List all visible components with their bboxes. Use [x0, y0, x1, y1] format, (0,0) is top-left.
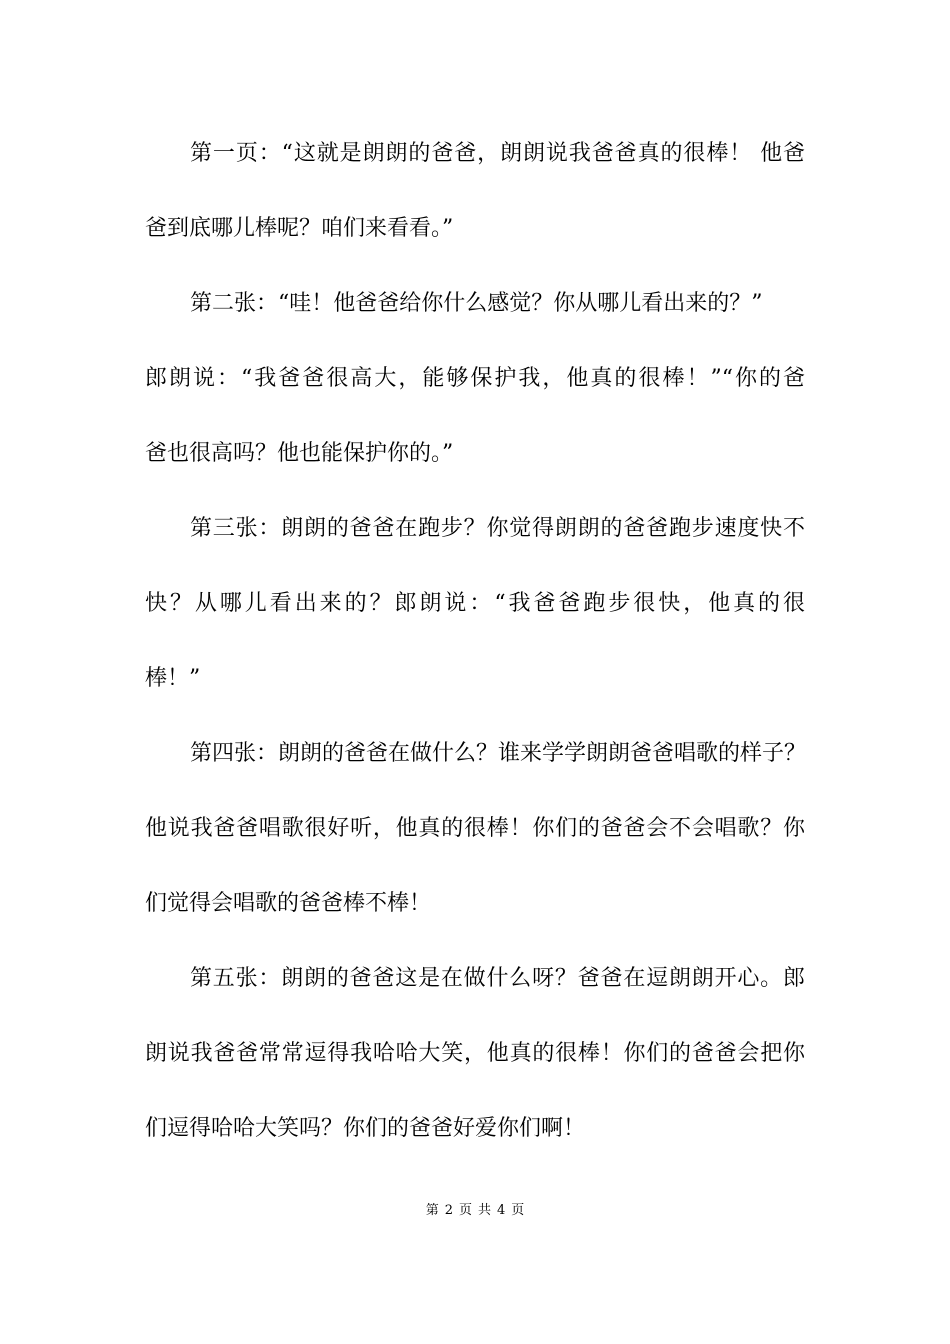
- paragraph-2-line-2: 郎朗说：“我爸爸很高大，能够保护我，他真的很棒！”“你的爸: [145, 366, 805, 391]
- paragraph-5-line-2: 朗说我爸爸常常逗得我哈哈大笑，他真的很棒！你们的爸爸会把你: [145, 1041, 805, 1066]
- footer-page-word: 第: [425, 1203, 439, 1218]
- paragraph-1-line-2: 爸到底哪儿棒呢？咱们来看看。”: [145, 216, 454, 241]
- paragraph-5-line-3: 们逗得哈哈大笑吗？你们的爸爸好爱你们啊！: [145, 1116, 586, 1141]
- paragraph-4-line-3: 们觉得会唱歌的爸爸棒不棒！: [145, 891, 432, 916]
- footer-current-page: 2: [444, 1203, 453, 1218]
- page-footer: [0, 1203, 950, 1219]
- footer-total-unit: 页: [511, 1203, 525, 1218]
- footer-page-unit: 页: [458, 1203, 472, 1218]
- paragraph-5-line-1: 第五张：朗朗的爸爸这是在做什么呀？爸爸在逗朗朗开心。郎: [190, 966, 805, 991]
- paragraph-3-line-1: 第三张：朗朗的爸爸在跑步？你觉得朗朗的爸爸跑步速度快不: [190, 516, 805, 541]
- paragraph-2-line-1: 第二张：“哇！他爸爸给你什么感觉？你从哪儿看出来的？”: [190, 291, 763, 316]
- paragraph-2-line-3: 爸也很高吗？他也能保护你的。”: [145, 441, 454, 466]
- paragraph-4-line-2: 他说我爸爸唱歌很好听，他真的很棒！你们的爸爸会不会唱歌？你: [145, 816, 805, 841]
- footer-total-word: 共: [478, 1203, 492, 1218]
- paragraph-1-line-1: 第一页：“这就是朗朗的爸爸，朗朗说我爸爸真的很棒！ 他爸: [190, 141, 805, 166]
- paragraph-4-line-1: 第四张：朗朗的爸爸在做什么？谁来学学朗朗爸爸唱歌的样子？: [190, 741, 807, 766]
- footer-total-pages: 4: [497, 1203, 506, 1218]
- paragraph-3-line-2: 快？从哪儿看出来的？郎朗说：“我爸爸跑步很快，他真的很: [145, 591, 805, 616]
- paragraph-3-line-3: 棒！”: [145, 666, 201, 691]
